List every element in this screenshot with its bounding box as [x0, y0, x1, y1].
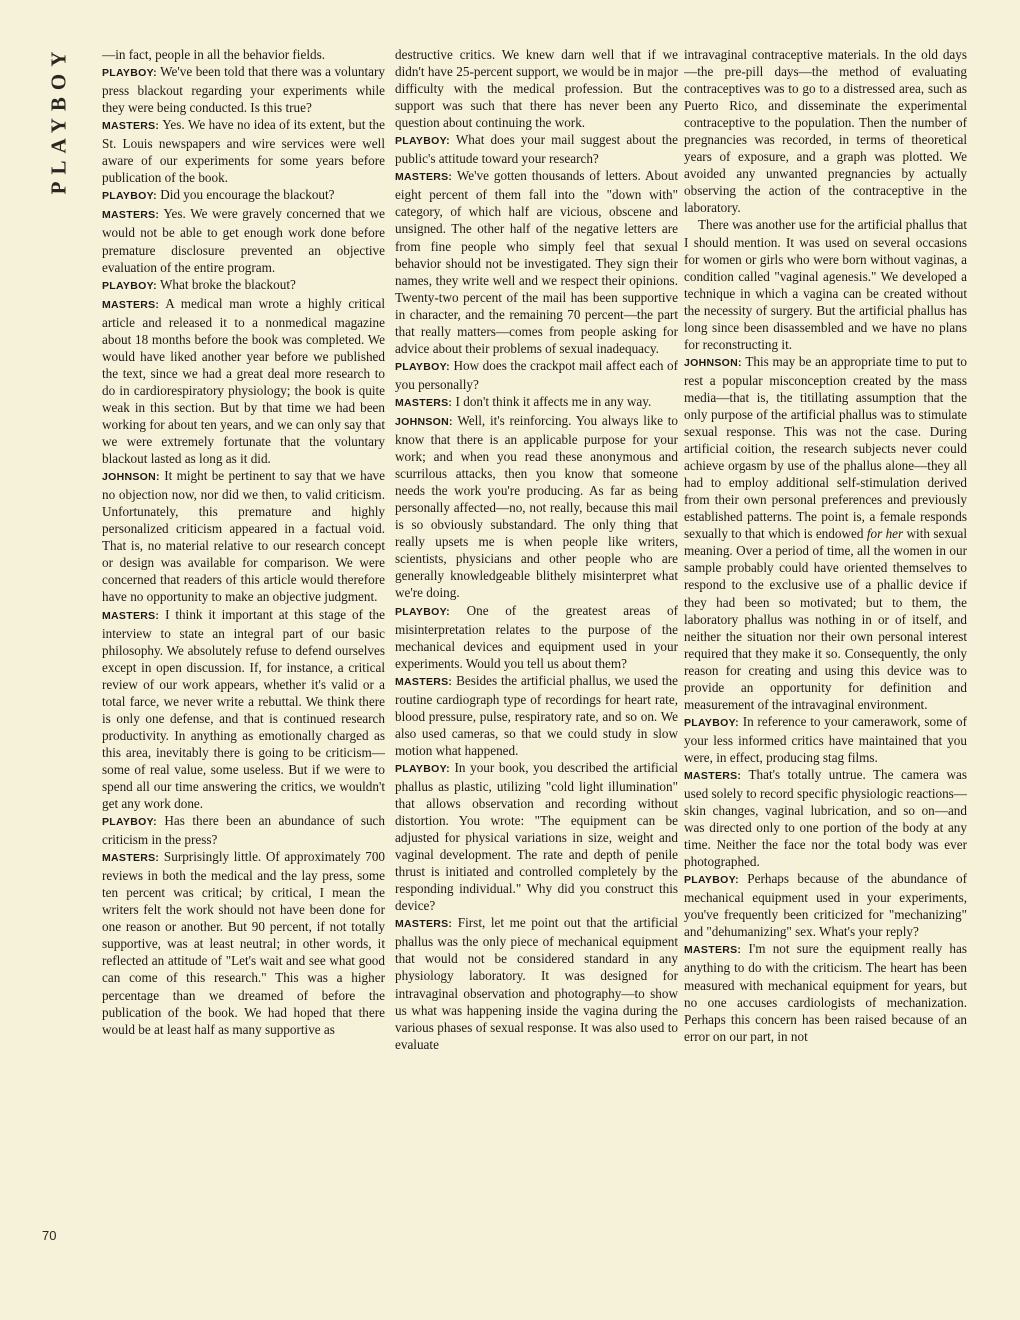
paragraph-text: There was another use for the artificial phallus that I should mention. It was used on several occasions for women or girls who were born without vaginas, a condition called "vaginal agenesis." We developed a technique in which a vagina can be created without the necessity of surgery. But the artificial phallus has long since been disassembled and we have no plans for reconstructing it.	[684, 217, 967, 352]
italic-text: for her	[866, 526, 904, 542]
paragraph	[684, 713, 967, 766]
paragraph	[395, 357, 678, 393]
paragraph-text: How does the crackpot mail affect each of you personally?	[395, 357, 678, 392]
paragraph-text: —in fact, people in all the behavior fields.	[102, 47, 326, 62]
paragraph	[102, 186, 385, 205]
speaker-label: PLAYBOY:	[102, 67, 157, 80]
paragraph-text: What broke the blackout?	[159, 276, 296, 292]
paragraph-text: I think it important at this stage of the interview to state an integral part of our basic philosophy. We absolutely refuse to defend ourselves except in open discussion. If, for instance, a critical review of our work appears, whether it's valid or a total farce, we never write a rebuttal. We think there is only one defense, and that is continued research productivity. In anything as emotionally charged as this area, inevitably there is going to be criticism—some of real value, some useless. But if we were to spend all our time answering the critics, we wouldn't get any work done.	[102, 606, 385, 812]
paragraph	[395, 412, 678, 602]
speaker-label: MASTERS:	[102, 609, 160, 622]
paragraph	[102, 295, 385, 467]
speaker-label: MASTERS:	[684, 944, 742, 957]
paragraph-text: One of the greatest areas of misinterpretation relates to the purpose of the mechanical devices and equipment used in your experiments. Would you tell us about them?	[395, 602, 678, 671]
paragraph-text: We've been told that there was a voluntary press blackout regarding your experiments while they were being conducted. Is this true?	[102, 64, 385, 116]
paragraph-text: It might be pertinent to say that we have no objection now, nor did we then, to valid criticism. Unfortunately, this premature and highly personalized criticism appeared in a factual void. That is, no material relative to our research concept or design was available for comparison. We were concerned that readers of this article would therefore have no opportunity to make an objective judgment.	[102, 468, 385, 605]
paragraph-text: This may be an appropriate time to put to rest a popular misconception created by the mass media—that is, the titillating assumption that the only purpose of the artificial phallus was to stimulate sexual response. This was not the case. During artificial coition, the research subjects never could achieve orgasm by use of the phallus alone—they all had to employ additional self-stimulation derived from their own personal preferences and previously established patterns. The point is, a female responds sexually to that which is endowed	[684, 353, 967, 542]
paragraph-text: A medical man wrote a highly critical article and released it to a nonmedical magazine about 18 months before the book was completed. We would have liked another year before we published the text, since we had a great deal more research to do in cardiorespiratory physiology; the book is quite weak in this section. But by that time we had been working for about ten years, and we can only say that we were extremely fortunate that the voluntary blackout lasted as long as it did.	[102, 295, 385, 467]
speaker-label: JOHNSON:	[395, 415, 453, 428]
paragraph	[395, 759, 678, 914]
speaker-label: PLAYBOY:	[395, 762, 450, 775]
paragraph	[102, 606, 385, 813]
speaker-label: MASTERS:	[395, 918, 453, 931]
paragraph	[102, 205, 385, 275]
speaker-label: PLAYBOY:	[395, 135, 450, 148]
paragraph-text: Yes. We were gravely concerned that we would not be able to get enough work done before premature disclosure prevented an objective evaluation of the entire program.	[102, 206, 385, 275]
paragraph	[684, 353, 967, 713]
speaker-label: PLAYBOY:	[684, 716, 739, 729]
paragraph	[395, 393, 678, 412]
paragraph	[684, 46, 967, 216]
paragraph	[102, 116, 385, 186]
paragraph-text: Yes. We have no idea of its extent, but the St. Louis newspapers and wire services were well aware of our experiments for some years before publication of the book.	[102, 117, 385, 186]
speaker-label: JOHNSON:	[684, 356, 742, 369]
paragraph	[395, 914, 678, 1052]
paragraph-text: That's totally untrue. The camera was used solely to record specific physiologic reactions—skin changes, vaginal lubrication, and so on—and was directed only to one portion of the body at any time. Neither the face nor the total body was ever photographed.	[684, 766, 967, 870]
paragraph	[395, 46, 678, 131]
paragraph	[395, 131, 678, 167]
paragraph	[102, 467, 385, 605]
text-column-1	[102, 46, 385, 1254]
paragraph-text: destructive critics. We knew darn well that if we didn't have 25-percent support, we would be in major difficulty with the medical profession. But the support was such that there has never been any question about continuing the work.	[395, 47, 678, 131]
speaker-label: MASTERS:	[684, 769, 742, 782]
paragraph-text: What does your mail suggest about the public's attitude toward your research?	[395, 132, 678, 167]
paragraph-text: Well, it's reinforcing. You always like to know that there is an applicable purpose for your work; and when you read these anonymous and scurrilous attacks, then you know that someone needs the work you're producing. As far as being personally affected—no, not really, because this mail is so obviously substandard. The only thing that really upsets me is when people like writers, scientists, physicians and other people who are generally knowledgeable blithely misinterpret what we're doing.	[395, 412, 678, 601]
paragraph-text: Surprisingly little. Of approximately 700 reviews in both the medical and the lay press, some ten percent was critical; by critical, I mean the writers felt the work should not have been done for one reason or another. But 90 percent, if not totally supportive, was at least neutral; in other words, it reflected an attitude of "Let's wait and see what good can come of this research." This was a higher percentage than we dreamed of before the publication of the book. We had hoped that there would be at least half as many supportive as	[102, 849, 385, 1037]
speaker-label: PLAYBOY:	[684, 874, 739, 887]
paragraph	[102, 276, 385, 295]
paragraph-text: In reference to your camerawork, some of your less informed critics have maintained that you were, in effect, producing stag films.	[684, 713, 967, 765]
paragraph-text: Besides the artificial phallus, we used the routine cardiograph type of recordings for heart rate, blood pressure, pulse, respiratory rate, and so on. We also used cameras, so that we could study in slow motion what happened.	[395, 672, 678, 758]
paragraph-text: with sexual meaning. Over a period of time, all the women in our sample probably could have oriented themselves to respond to the exclusive use of a phallic device if they had been so motivated; but to them, the laboratory phallus was nothing in or of itself, and neither the situation nor their own personal interest required that they make it so. Consequently, the only reason for creating and using this device was to provide an opportunity for definition and measurement of the intravaginal environment.	[684, 526, 967, 712]
speaker-label: MASTERS:	[395, 675, 453, 688]
speaker-label: PLAYBOY:	[102, 816, 157, 829]
speaker-label: MASTERS:	[102, 298, 160, 311]
paragraph-text: I'm not sure the equipment really has anything to do with the criticism. The heart has been measured with mechanical equipment for years, but no one accuses cardiologists of mechanization. Perhaps this concern has been raised because of an error on our part, in not	[684, 941, 967, 1044]
paragraph-text: Did you encourage the blackout?	[160, 187, 335, 203]
paragraph-text: In your book, you described the artificial phallus as plastic, utilizing "cold light illumination" that allows observation and recording without distortion. You wrote: "The equipment can be adjusted for physical variations in size, weight and vaginal development. The rate and depth of penile thrust is initiated and controlled completely by the responding individual." Why did you construct this device?	[395, 759, 678, 914]
paragraph-text: Perhaps because of the abundance of mechanical equipment used in your experiments, you've frequently been criticized for "mechanizing" and "dehumanizing" sex. What's your reply?	[684, 871, 967, 940]
paragraph	[684, 940, 967, 1044]
speaker-label: PLAYBOY:	[102, 279, 157, 292]
paragraph	[684, 216, 967, 352]
speaker-label: MASTERS:	[395, 171, 453, 184]
speaker-label: MASTERS:	[102, 120, 160, 133]
paragraph-text: I don't think it affects me in any way.	[455, 393, 652, 409]
paragraph-text: Has there been an abundance of such criticism in the press?	[102, 813, 385, 848]
text-column-3	[684, 46, 967, 1254]
paragraph	[684, 870, 967, 940]
text-column-2	[395, 46, 678, 1254]
paragraph	[102, 63, 385, 116]
speaker-label: PLAYBOY:	[395, 360, 450, 373]
speaker-label: PLAYBOY:	[102, 190, 157, 203]
masthead	[44, 44, 74, 194]
page-number: 70	[42, 1228, 57, 1243]
paragraph	[102, 848, 385, 1038]
speaker-label: MASTERS:	[102, 852, 160, 865]
speaker-label: PLAYBOY:	[395, 605, 450, 618]
paragraph	[395, 602, 678, 672]
masthead-text: PLAYBOY	[46, 44, 71, 194]
paragraph-text: intravaginal contraceptive materials. In the old days—the pre-pill days—the method of evaluating contraceptives was to go to a distressed area, such as Puerto Rico, and disseminate the experimental contraceptive to the population. Then the number of pregnancies was recorded, in terms of theoretical years of exposure, and a graph was plotted. We avoided any unwanted pregnancies by actually observing the action of the contraceptive in the laboratory.	[684, 47, 967, 216]
paragraph-text: We've gotten thousands of letters. About eight percent of them fall into the "down with" category, of which half are vicious, obscene and unsigned. The other half of the negative letters are from fine people who simply feel that sexual behavior should not be investigated. They sign their names, they write well and we respect their opinions. Twenty-two percent of the mail has been supportive in character, and the remaining 70 percent—the part that really matters—comes from people asking for advice about their problems of sexual inadequacy.	[395, 168, 678, 356]
paragraph	[395, 167, 678, 357]
speaker-label: MASTERS:	[395, 396, 453, 409]
speaker-label: JOHNSON:	[102, 471, 160, 484]
paragraph-text: First, let me point out that the artificial phallus was the only piece of mechanical equipment that would not be considered standard in any physiology laboratory. It was designed for intravaginal observation and photography—to show us what was happening inside the vagina during the various phases of sexual response. It was also used to evaluate	[395, 915, 678, 1052]
paragraph	[684, 766, 967, 870]
speaker-label: MASTERS:	[102, 209, 160, 222]
paragraph	[395, 672, 678, 759]
paragraph	[102, 46, 385, 63]
paragraph	[102, 812, 385, 848]
